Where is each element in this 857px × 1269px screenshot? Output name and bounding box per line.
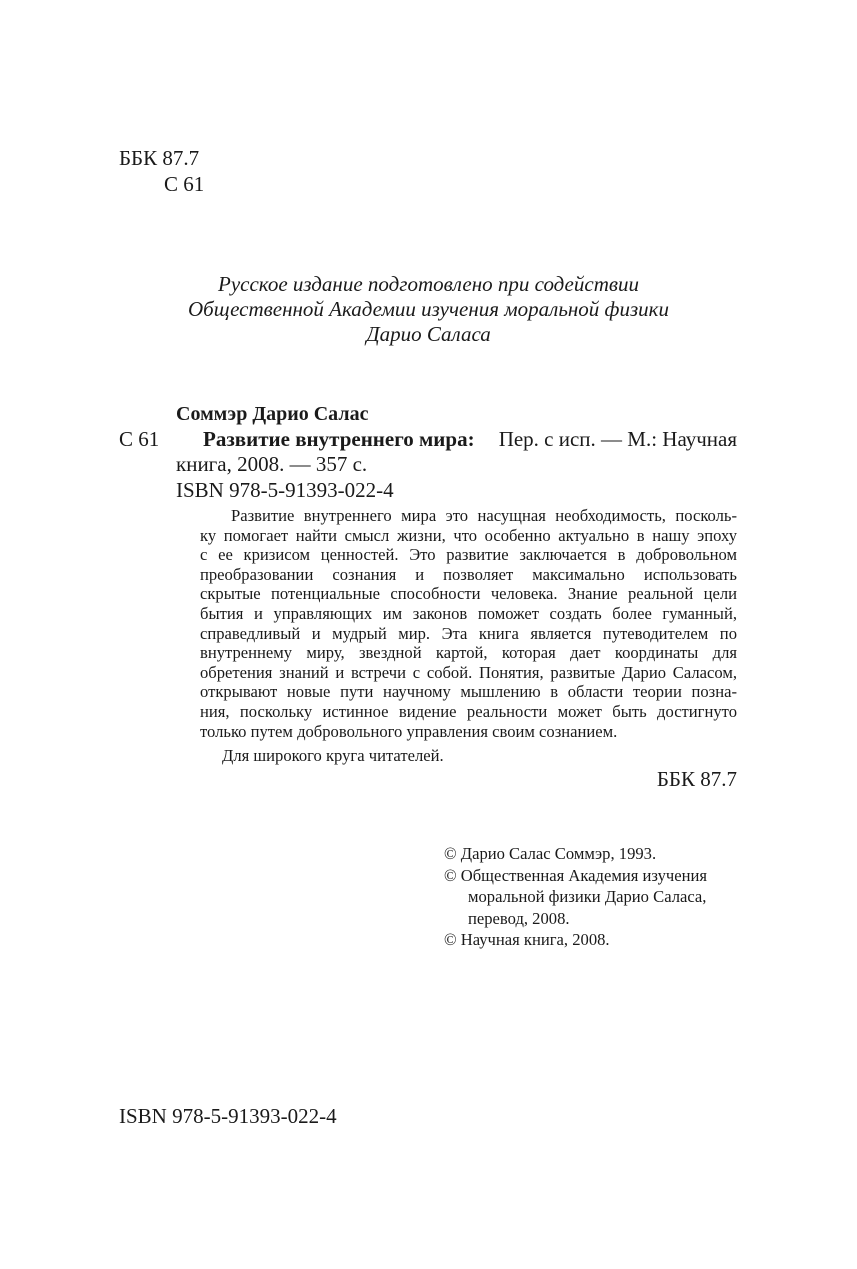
abstract-line: преобразовании сознания и позволяет максимально использовать: [200, 564, 737, 584]
catalog-author-sign: С 61: [119, 427, 160, 451]
abstract-line: только путем добровольного управления своим сознанием.: [200, 721, 618, 741]
footer-isbn: ISBN 978-5-91393-022-4: [119, 1104, 337, 1128]
copyright-line: © Дарио Салас Соммэр, 1993.: [444, 844, 657, 863]
abstract-line: бытия и управляющих им законов поможет создать более гуманный,: [200, 603, 737, 623]
copyright-line: перевод, 2008.: [468, 908, 570, 928]
catalog-author: Соммэр Дарио Салас: [176, 403, 369, 425]
copyright-line: моральной физики Дарио Саласа,: [468, 887, 707, 906]
abstract-line: открывают новые пути научному мышлению в области теории позна-: [200, 682, 737, 702]
readership-note: Для широкого круга читателей.: [222, 746, 444, 765]
edition-note-line: Общественной Академии изучения моральной физики: [188, 297, 669, 321]
abstract: [200, 506, 737, 741]
abstract-line: ния, поскольку истинное видение реальности может быть достигнуто: [200, 701, 737, 721]
abstract-line: справедливый и мудрый мир. Эта книга является путеводителем по: [200, 623, 737, 643]
edition-note-line: Дарио Саласа: [366, 322, 491, 346]
abstract-line: обретения знаний и встречи с собой. Понятия, развитые Дарио Саласом,: [200, 662, 737, 682]
edition-note: [0, 272, 857, 347]
abstract-line: ку помогает найти смысл жизни, что особенно актуально в нашу эпоху: [200, 525, 737, 545]
bbk-index-bottom: ББК 87.7: [656, 767, 737, 791]
copyright-block: [444, 843, 707, 951]
abstract-line: с ее кризисом ценностей. Это развитие заключается в добровольном: [200, 545, 737, 565]
abstract-line: внутреннему миру, звездной картой, которая дает координаты для: [200, 643, 737, 663]
catalog-isbn: ISBN 978-5-91393-022-4: [176, 478, 394, 502]
author-sign-top: С 61: [164, 172, 205, 196]
copyright-line: © Научная книга, 2008.: [444, 930, 610, 949]
abstract-line: скрытые потенциальные способности человека. Знание реальной цели: [200, 584, 737, 604]
catalog-publication-info-cont: книга, 2008. — 357 с.: [176, 452, 368, 476]
catalog-title: Развитие внутреннего мира:: [203, 427, 475, 451]
copyright-line: © Общественная Академия изучения: [444, 865, 707, 885]
abstract-line: Развитие внутреннего мира это насущная необходимость, посколь-: [231, 506, 737, 525]
catalog-title-line: [203, 426, 737, 452]
catalog-publication-info: Пер. с исп. — М.: Научная: [498, 427, 737, 451]
edition-note-line: Русское издание подготовлено при содействии: [218, 272, 639, 296]
bbk-index-top: ББК 87.7: [119, 146, 200, 170]
